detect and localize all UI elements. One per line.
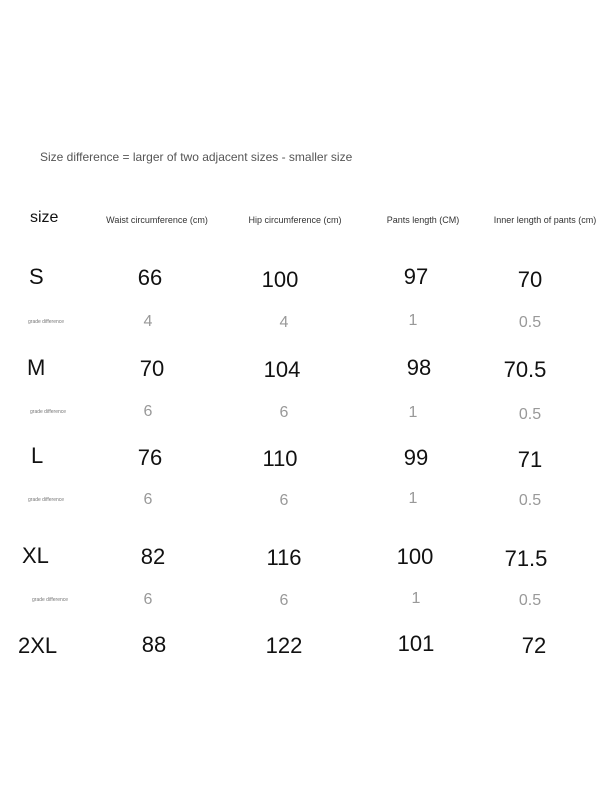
waist-s: 66 bbox=[137, 265, 163, 290]
size-column-header: size bbox=[30, 209, 59, 226]
hip-s: 100 bbox=[261, 267, 299, 292]
inner-length-s: 70 bbox=[517, 267, 543, 292]
pants-length-m: 98 bbox=[406, 355, 432, 380]
grade-diff-pants-length: 1 bbox=[408, 312, 418, 329]
inner-length-column-header: Inner length of pants (cm) bbox=[493, 215, 597, 225]
grade-difference-label: grade difference bbox=[28, 497, 65, 503]
pants-length-l: 99 bbox=[403, 445, 429, 470]
pants-length-column-header: Pants length (CM) bbox=[386, 215, 460, 225]
size-l: L bbox=[31, 443, 44, 468]
waist-2xl: 88 bbox=[141, 632, 167, 657]
grade-diff-waist: 6 bbox=[143, 491, 153, 508]
inner-length-l: 71 bbox=[517, 447, 543, 472]
grade-diff-hip: 6 bbox=[279, 592, 289, 609]
grade-diff-hip: 6 bbox=[279, 404, 289, 421]
pants-length-xl: 100 bbox=[396, 544, 434, 569]
size-2xl: 2XL bbox=[18, 633, 58, 658]
grade-diff-pants-length: 1 bbox=[408, 404, 418, 421]
grade-diff-pants-length: 1 bbox=[408, 490, 418, 507]
grade-diff-hip: 6 bbox=[279, 492, 289, 509]
hip-2xl: 122 bbox=[265, 633, 303, 658]
pants-length-2xl: 101 bbox=[397, 631, 435, 656]
waist-xl: 82 bbox=[140, 544, 166, 569]
grade-difference-label: grade difference bbox=[30, 409, 67, 415]
waist-m: 70 bbox=[139, 356, 165, 381]
inner-length-2xl: 72 bbox=[521, 633, 547, 658]
grade-diff-waist: 6 bbox=[143, 403, 153, 420]
grade-difference-label: grade difference bbox=[28, 319, 65, 325]
size-xl: XL bbox=[22, 543, 49, 568]
grade-diff-pants-length: 1 bbox=[411, 590, 421, 607]
grade-diff-hip: 4 bbox=[279, 314, 289, 331]
size-difference-note: Size difference = larger of two adjacent sizes - smaller size bbox=[40, 150, 353, 164]
size-m: M bbox=[27, 355, 46, 380]
grade-diff-waist: 6 bbox=[143, 591, 153, 608]
grade-difference-label: grade difference bbox=[32, 597, 69, 603]
size-s: S bbox=[29, 264, 44, 289]
grade-diff-inner-length: 0.5 bbox=[518, 314, 542, 331]
grade-diff-inner-length: 0.5 bbox=[518, 406, 542, 423]
waist-column-header: Waist circumference (cm) bbox=[106, 215, 208, 225]
grade-diff-inner-length: 0.5 bbox=[518, 592, 542, 609]
inner-length-xl: 71.5 bbox=[504, 546, 548, 571]
grade-diff-inner-length: 0.5 bbox=[518, 492, 542, 509]
grade-diff-waist: 4 bbox=[143, 313, 153, 330]
hip-xl: 116 bbox=[266, 545, 302, 570]
waist-l: 76 bbox=[137, 445, 163, 470]
hip-column-header: Hip circumference (cm) bbox=[248, 215, 342, 225]
hip-m: 104 bbox=[263, 357, 301, 382]
hip-l: 110 bbox=[262, 446, 298, 471]
pants-length-s: 97 bbox=[403, 264, 429, 289]
inner-length-m: 70.5 bbox=[503, 357, 547, 382]
